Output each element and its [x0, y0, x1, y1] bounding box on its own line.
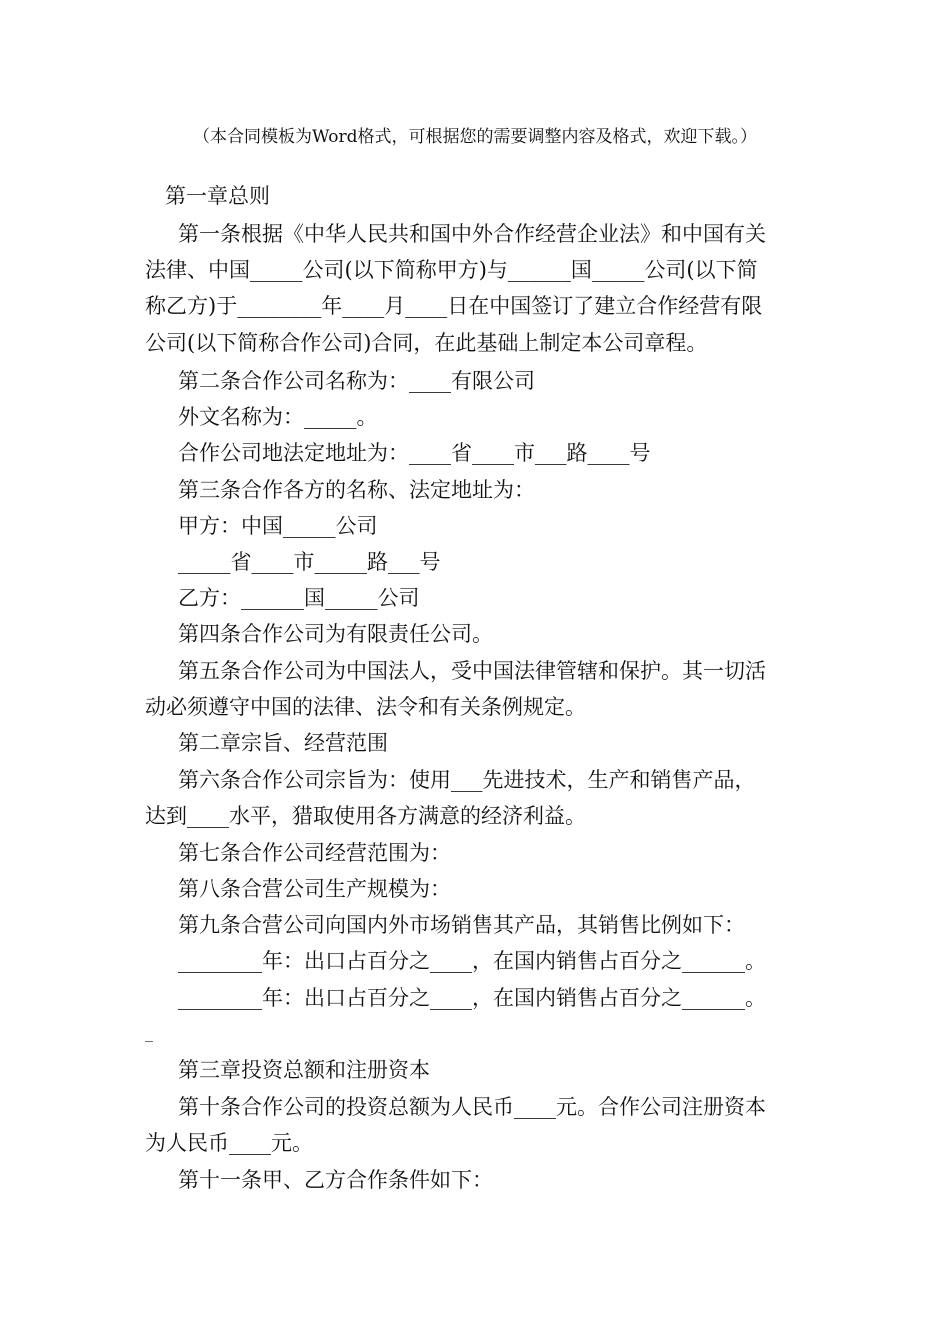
chapter-2-heading: 第二章宗旨、经营范围 [178, 731, 388, 755]
article-5-line-1: 第五条合作公司为中国法人，受中国法律管辖和保护。其一切活 [178, 659, 766, 683]
article-9-ratio-1: ________年：出口占百分之____，在国内销售占百分之______。 [178, 949, 766, 973]
article-6-line-2: 达到____水平，猎取使用各方满意的经济利益。 [145, 804, 586, 828]
article-5-line-2: 动必须遵守中国的法律、法令和有关条例规定。 [145, 695, 586, 719]
article-3-party-a: 甲方：中国_____公司 [178, 514, 378, 538]
article-1-line-3: 称乙方)于________年____月____日在中国签订了建立合作经营有限 [145, 294, 763, 318]
article-10-line-2: 为人民币____元。 [145, 1131, 313, 1155]
article-2-line-3: 合作公司地法定地址为：____省____市___路____号 [178, 441, 651, 465]
article-10-line-1: 第十条合作公司的投资总额为人民币____元。合作公司注册资本 [178, 1095, 766, 1119]
article-1-line-4: 公司(以下简称合作公司)合同，在此基础上制定本公司章程。 [145, 331, 708, 355]
article-1-line-2: 法律、中国_____公司(以下简称甲方)与______国_____公司(以下简 [145, 258, 758, 282]
article-3-line-1: 第三条合作各方的名称、法定地址为： [178, 478, 535, 502]
article-9-ratio-2: ________年：出口占百分之____，在国内销售占百分之______。 [178, 986, 766, 1010]
article-11: 第十一条甲、乙方合作条件如下： [178, 1168, 493, 1192]
article-1-line-1: 第一条根据《中华人民共和国中外合作经营企业法》和中国有关 [178, 222, 766, 246]
template-note: （本合同模板为Word格式，可根据您的需要调整内容及格式，欢迎下载。） [192, 127, 758, 147]
article-4: 第四条合作公司为有限责任公司。 [178, 622, 493, 646]
stray-underscore: _ [145, 1023, 153, 1042]
article-3-party-a-address: _____省____市_____路___号 [178, 550, 441, 574]
chapter-3-heading: 第三章投资总额和注册资本 [178, 1058, 430, 1082]
article-2-line-1: 第二条合作公司名称为：____有限公司 [178, 369, 535, 393]
article-7: 第七条合作公司经营范围为： [178, 841, 451, 865]
chapter-1-heading: 第一章总则 [165, 184, 270, 208]
article-9-line-1: 第九条合营公司向国内外市场销售其产品，其销售比例如下： [178, 913, 745, 937]
article-2-line-2: 外文名称为：_____。 [178, 405, 378, 429]
article-6-line-1: 第六条合作公司宗旨为：使用___先进技术，生产和销售产品， [178, 768, 756, 792]
article-3-party-b: 乙方：______国_____公司 [178, 586, 420, 610]
article-8: 第八条合营公司生产规模为： [178, 877, 451, 901]
